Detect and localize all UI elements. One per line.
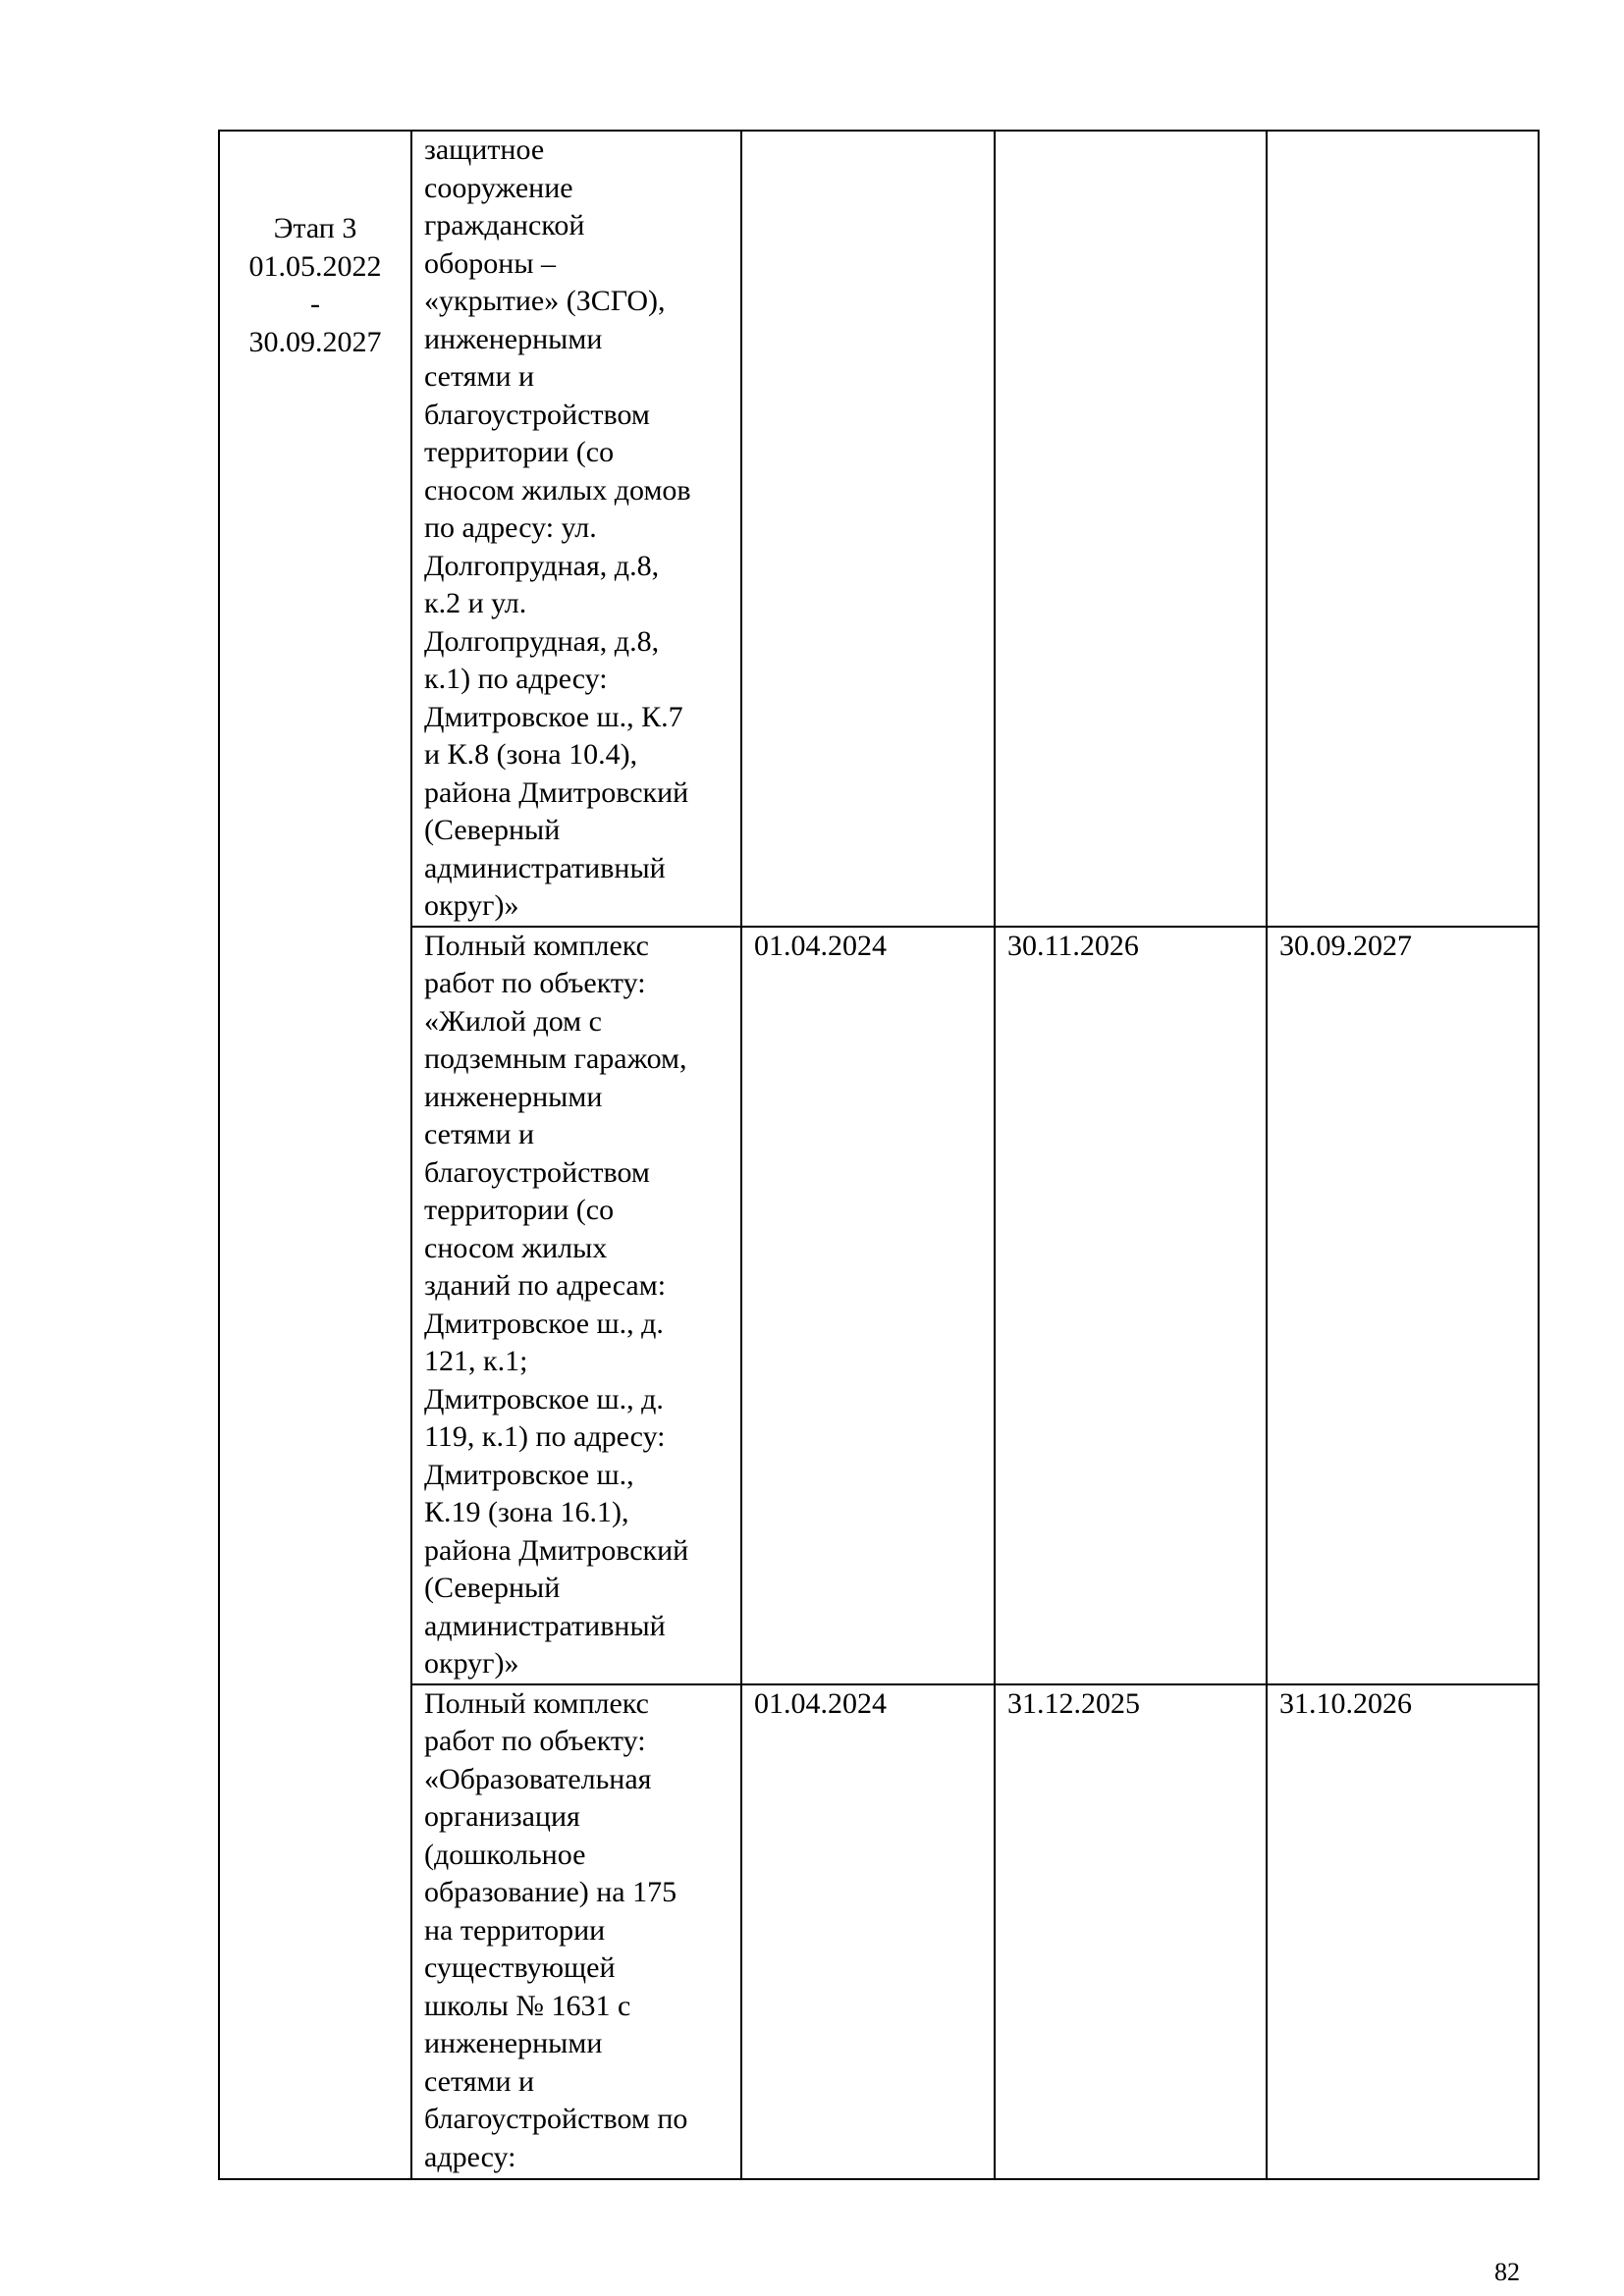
table-row (219, 927, 1539, 1684)
date-commission-cell: 31.10.2026 (1267, 1684, 1539, 2179)
date-finish-cell: 31.12.2025 (995, 1684, 1267, 2179)
stage-end-date: 30.09.2027 (248, 325, 382, 358)
work-description-cell (411, 131, 741, 927)
schedule-table (218, 130, 1540, 2180)
work-description: Полный комплекс работ по объекту: «Жилой дом с подземным гаражом, инженерными сетями и благоустройством территории (со сносом жилых зданий по адресам: Дмитровское ш., д. 121, к.1; Дмитровское ш., д. 119, к.1) по адресу: Дмитровское ш., К.19 (зона 16.1), района Дмитровский (Северный административный округ)» (424, 929, 689, 1680)
date-finish-cell: 30.11.2026 (995, 927, 1267, 1684)
stage-title: Этап 3 (273, 212, 357, 244)
date-commission-cell (1267, 131, 1539, 927)
page-number: 82 (1494, 2258, 1520, 2286)
stage-cell (219, 131, 411, 2179)
work-description-cell (411, 1684, 741, 2179)
date-start-cell (741, 131, 995, 927)
date-finish-cell (995, 131, 1267, 927)
work-description: защитное сооружение гражданской обороны – «укрытие» (ЗСГО), инженерными сетями и благоустройством территории (со сносом жилых домов по адресу: ул. Долгопрудная, д.8, к.2 и ул. Долгопрудная, д.8, к.1) по адресу: Дмитровское ш., К.7 и К.8 (зона 10.4), района Дмитровский (Северный административный округ)» (424, 133, 691, 922)
stage-start-date: 01.05.2022 (248, 249, 382, 283)
date-start-cell: 01.04.2024 (741, 927, 995, 1684)
work-description-cell (411, 927, 741, 1684)
date-start-cell: 01.04.2024 (741, 1684, 995, 2179)
work-description: Полный комплекс работ по объекту: «Образовательная организация (дошкольное образование) на 175 на территории существующей школы № 1631 с инженерными сетями и благоустройством по адресу: (424, 1686, 688, 2173)
table-row (219, 131, 1539, 927)
table-row (219, 1684, 1539, 2179)
date-commission-cell: 30.09.2027 (1267, 927, 1539, 1684)
stage-separator: - (310, 288, 320, 320)
